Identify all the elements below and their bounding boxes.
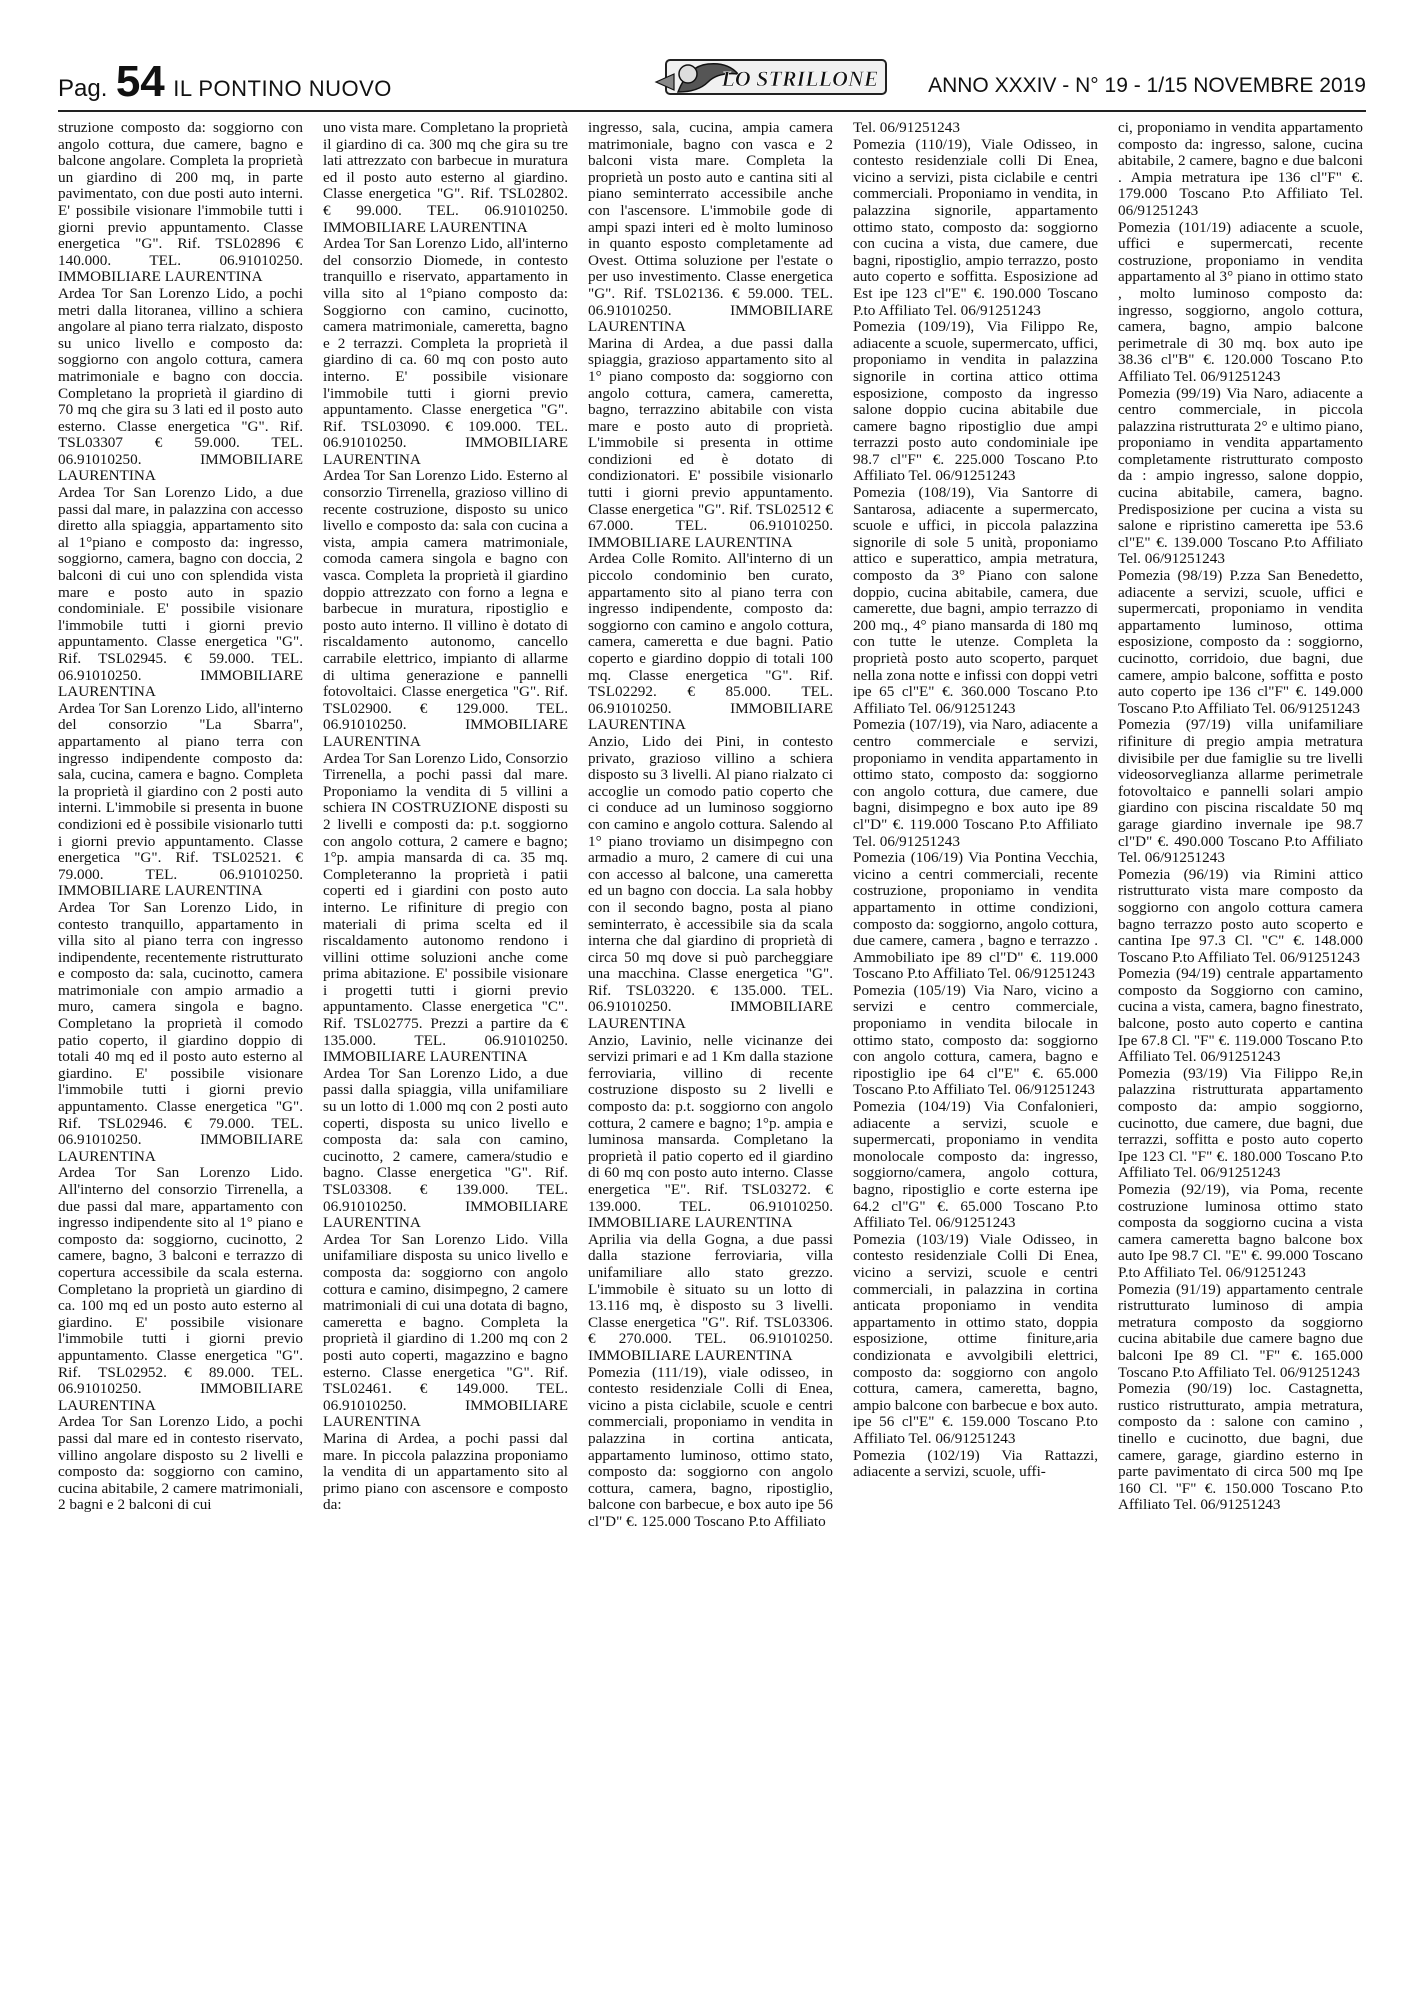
listing: Marina di Ardea, a pochi passi dal mare. In piccola palazzina proponiamo la vendita di un appartamento sito al primo piano con ascensore e composto da: (323, 1429, 568, 1514)
listing: Pomezia (91/19) appartamento centrale ristrutturato luminoso di ampia metratura composto da soggiorno cucina abitabile due camere bagno due balconi Ipe 89 Cl. "F" €. 165.000 Toscano P.to Affiliato Tel. 06/91251243 (1118, 1280, 1363, 1381)
listing: Ardea Tor San Lorenzo Lido, a due passi dal mare, in palazzina con accesso diretto alla spiaggia, appartamento sito al 1°piano e composto da: ingresso, soggiorno, camera, bagno con doccia, 2 balconi di cui uno con splendida vista mare e posto auto in spazio condominiale. E' possibile visionare l'immobile tutti i giorni previo appuntamento. Classe energetica "G". Rif. TSL02945. € 59.000. TEL. 06.91010250. IMMOBILIARE LAURENTINA (58, 484, 303, 701)
listing: Ardea Tor San Lorenzo Lido. Villa unifamiliare disposta su unico livello e composta da: soggiorno con angolo cottura e camino, disimpegno, 2 camere matrimoniali di cui una dotata di bagno, cameretta e bagno. Completa la proprietà il giardino di 1.200 mq con 2 posti auto coperti, magazzino e bagno esterno. Classe energetica "G". Rif. TSL02461. € 149.000. TEL. 06.91010250. IMMOBILIARE LAURENTINA (323, 1230, 568, 1431)
listing: Ardea Tor San Lorenzo Lido, a pochi passi dal mare ed in contesto riservato, villino angolare disposto su 2 livelli e composto da: soggiorno con camino, cucina abitabile, 2 camere matrimoniali, 2 bagni e 2 balconi di cui (58, 1413, 303, 1514)
listing: Ardea Tor San Lorenzo Lido. All'interno del consorzio Tirrenella, a due passi dal mare, appartamento con ingresso indipendente sito al 1° piano e composto da: soggiorno, cucinotto, 2 camere, bagno, 3 balconi e terrazzo di copertura accessibile da scala esterna. Completano la proprietà un giardino di ca. 100 mq ed un posto auto esterno al giardino. E' possibile visionare l'immobile tutti i giorni previo appuntamento. Classe energetica "G". Rif. TSL02952. € 89.000. TEL. 06.91010250. IMMOBILIARE LAURENTINA (58, 1164, 303, 1414)
listing: Tel. 06/91251243 (853, 120, 960, 136)
column-1 (58, 120, 303, 1980)
listing: Anzio, Lavinio, nelle vicinanze dei servizi primari e ad 1 Km dalla stazione ferroviaria, villino di recente costruzione disposto su 2 livelli e composto da: p.t. soggiorno con angolo cottura, 2 camere e bagno; 1°p. ampia e luminosa mansarda. Completano la proprietà il patio coperto ed il giardino di 60 mq con posto auto interno. Classe energetica "E". Rif. TSL03272. € 139.000. TEL. 06.91010250. IMMOBILIARE LAURENTINA (588, 1031, 833, 1232)
column-2 (323, 120, 568, 1980)
column-4 (853, 120, 1098, 1980)
listing: Pomezia (99/19) Via Naro, adiacente a centro commerciale, in piccola palazzina ristrutturata 2° e ultimo piano, proponiamo in vendita appartamento completamente ristrutturato composto da : ampio ingresso, salone doppio, cucina abitabile, camera, bagno. Predisposizione per cucina a vista su salone e ripristino cameretta ipe 53.6 cl"E" €. 139.000 Toscano P.to Affiliato Tel. 06/91251243 (1118, 384, 1363, 568)
listing: Pomezia (110/19), Viale Odisseo, in contesto residenziale colli Di Enea, vicino a servizi, pista ciclabile e centri commerciali. Proponiamo in vendita, in palazzina signorile, appartamento ottimo stato, composto da: soggiorno con cucina a vista, due camere, due bagni, ripostiglio, ampio terrazzo, posto auto coperto e soffitta. Esposizione ad Est ipe 123 cl"E" €. 190.000 Toscano P.to Affiliato Tel. 06/91251243 (853, 135, 1098, 319)
listing: Pomezia (111/19), viale odisseo, in contesto residenziale Colli di Enea, vicino a pista ciclabile, scuole e centri commerciali, proponiamo in vendita in palazzina in cortina anticata, appartamento luminoso, ottimo stato, composto da: soggiorno con angolo cottura, camera, bagno, ripostiglio, balcone con barbecue, e box auto ipe 56 cl"D" €. 125.000 Toscano P.to Affiliato (588, 1363, 833, 1530)
listing: Anzio, Lido dei Pini, in contesto privato, grazioso villino a schiera disposto su 3 livelli. Al piano rialzato ci accoglie un comodo patio coperto che ci conduce ad un luminoso soggiorno con camino e angolo cottura. Salendo al 1° piano troviamo un disimpegno con armadio a muro, 2 camere di cui una con accesso al balcone, una cameretta ed un bagno con doccia. La sala hobby con il secondo bagno, posta al piano seminterrato, è accessibile sia da scala interna che dal giardino di proprietà di circa 50 mq dove si può parcheggiare una macchina. Classe energetica "G". Rif. TSL03220. € 135.000. TEL. 06.91010250. IMMOBILIARE LAURENTINA (588, 732, 833, 1033)
listing: Aprilia via della Gogna, a due passi dalla stazione ferroviaria, villa unifamiliare allo stato grezzo. L'immobile è situato su un lotto di 13.116 mq, è disposto su 3 livelli. Classe energetica "G". Rif. TSL03306. € 270.000. TEL. 06.91010250. IMMOBILIARE LAURENTINA (588, 1230, 833, 1364)
logo-text: LO STRILLONE (721, 66, 879, 91)
column-3 (588, 120, 833, 1980)
listing: Ardea Tor San Lorenzo Lido, all'interno del consorzio "La Sbarra", appartamento al piano terra con ingresso indipendente composto da: sala, cucina, camera e bagno. Completa la proprietà il giardino con 2 posti auto interni. L'immobile si presenta in buone condizioni ed è possibile visionarlo tutti i giorni previo appuntamento. Classe energetica "G". Rif. TSL02521. € 79.000. TEL. 06.91010250. IMMOBILIARE LAURENTINA (58, 699, 303, 900)
column-5 (1118, 120, 1363, 1980)
listing: Pomezia (107/19), via Naro, adiacente a centro commerciale e servizi, proponiamo in vendita appartamento in ottimo stato, composto da: soggiorno con angolo cottura, due camere, due bagni, disimpegno e box auto ipe 89 cl"D" €. 119.000 Toscano P.to Affiliato Tel. 06/91251243 (853, 716, 1098, 850)
listing: Pomezia (105/19) Via Naro, vicino a servizi e centro commerciale, proponiamo in vendita bilocale in ottimo stato, composto da: soggiorno con angolo cottura, camera, bagno e ripostiglio ipe 64 cl"E" €. 65.000 Toscano P.to Affiliato Tel. 06/91251243 (853, 981, 1098, 1099)
listing: Pomezia (109/19), Via Filippo Re, adiacente a scuole, supermercato, uffici, proponiamo in vendita in palazzina signorile in cortina attico ottima esposizione, composto da ingresso salone doppio cucina abitabile due camere bagno ripostiglio due ampi terrazzi posto auto condominiale ipe 98.7 cl"F" €. 225.000 Toscano P.to Affiliato Tel. 06/91251243 (853, 318, 1098, 485)
listing: Pomezia (93/19) Via Filippo Re,in palazzina ristrutturata appartamento composto da: ampio soggiorno, cucinotto, due camere, due bagni, due terrazzi, soffitta e posto auto coperto Ipe 123 Cl. "F" €. 180.000 Toscano P.to Affiliato Tel. 06/91251243 (1118, 1064, 1363, 1182)
listing: Pomezia (104/19) Via Confalonieri, adiacente a servizi, scuole e supermercati, proponiamo in vendita monolocale composto da: ingresso, soggiorno/camera, angolo cottura, bagno, ripostiglio e corte esterna ipe 64.2 cl"G" €. 65.000 Toscano P.to Affiliato Tel. 06/91251243 (853, 1098, 1098, 1232)
listing: Ardea Tor San Lorenzo Lido, in contesto tranquillo, appartamento in villa sito al piano terra con ingresso indipendente, recentemente ristrutturato e composto da: sala, cucinotto, camera matrimoniale con ampio armadio a muro, camera singola e bagno. Completano la proprietà il comodo patio coperto, il giardino doppio di totali 40 mq ed il posto auto esterno al giardino. E' possibile visionare l'immobile tutti i giorni previo appuntamento. Classe energetica "G". Rif. TSL02946. € 79.000. TEL. 06.91010250. IMMOBILIARE LAURENTINA (58, 898, 303, 1165)
listing: ci, proponiamo in vendita appartamento composto da: ingresso, salone, cucina abitabile, 2 camere, bagno e due balconi . Ampia metratura ipe 136 cl"F" €. 179.000 Toscano P.to Affiliato Tel. 06/91251243 (1118, 120, 1363, 219)
listing: Marina di Ardea, a due passi dalla spiaggia, grazioso appartamento sito al 1° piano composto da: soggiorno con angolo cottura, camera, cameretta, bagno, terrazzino abitabile con vista mare e posto auto di proprietà. L'immobile si presenta in ottime condizioni ed è dotato di condizionatori. E' possibile visionarlo tutti i giorni previo appuntamento. Classe energetica "G". Rif. TSL02512 € 67.000. TEL. 06.91010250. IMMOBILIARE LAURENTINA (588, 334, 833, 551)
listing: ingresso, sala, cucina, ampia camera matrimoniale, bagno con vasca e 2 balconi vista mare. Completa la proprietà un posto auto e cantina siti al piano seminterrato accessibile anche con l'ascensore. L'immobile gode di ampi spazi interi ed è molto luminoso in quanto esposto completamente ad Ovest. Ottima soluzione per l'estate o per uso investimento. Classe energetica "G". Rif. TSL02136. € 59.000. TEL. 06.91010250. IMMOBILIARE LAURENTINA (588, 120, 833, 336)
listing: Pomezia (97/19) villa unifamiliare rifiniture di pregio ampia metratura divisibile per due famiglie su tre livelli videosorveglianza allarme perimetrale fotovoltaico e pannelli solari ampio giardino con piscina riscaldate 50 mq garage giardino invernale ipe 98.7 cl"D" €. 490.000 Toscano P.to Affiliato Tel. 06/91251243 (1118, 716, 1363, 867)
classified-columns (58, 120, 1366, 1980)
issue-info: ANNO XXXIV - N° 19 - 1/15 NOVEMBRE 2019 (928, 74, 1366, 97)
page-prefix: Pag. (58, 75, 108, 102)
listing: Pomezia (92/19), via Poma, recente costruzione luminosa ottimo stato composta da soggiorno cucina a vista camera cameretta bagno balcone box auto Ipe 98.7 Cl. "E" €. 99.000 Toscano P.to Affiliato Tel. 06/91251243 (1118, 1181, 1363, 1281)
listing: uno vista mare. Completano la proprietà il giardino di ca. 300 mq che gira su tre lati attrezzato con barbecue in muratura ed il posto auto esterno al giardino. Classe energetica "G". Rif. TSL02802. € 99.000. TEL. 06.91010250. IMMOBILIARE LAURENTINA (323, 120, 568, 236)
listing: Pomezia (102/19) Via Rattazzi, adiacente a servizi, scuole, uffi- (853, 1446, 1098, 1481)
lo-strillone-logo (648, 52, 898, 104)
header-left (58, 57, 392, 106)
listing: Ardea Tor San Lorenzo Lido, all'interno del consorzio Diomede, in contesto tranquillo e riservato, appartamento in villa sito al 1°piano composto da: Soggiorno con camino, cucinotto, camera matrimoniale, cameretta, bagno e 2 terrazzi. Completa la proprietà il giardino di ca. 60 mq con posto auto interno. E' possibile visionare l'immobile tutti i giorni previo appuntamento. Classe energetica "G". Rif. TSL03090. € 109.000. TEL. 06.91010250. IMMOBILIARE LAURENTINA (323, 235, 568, 468)
listing: Pomezia (94/19) centrale appartamento composto da Soggiorno con camino, cucina a vista, camera, bagno finestrato, balcone, posto auto coperto e cantina Ipe 67.8 Cl. "F" €. 119.000 Toscano P.to Affiliato Tel. 06/91251243 (1118, 965, 1363, 1066)
listing: Pomezia (96/19) via Rimini attico ristrutturato vista mare composto da soggiorno con angolo cottura camera bagno terrazzo posto auto scoperto e cantina Ipe 97.3 Cl. "C" €. 148.000 Toscano P.to Affiliato Tel. 06/91251243 (1118, 865, 1363, 966)
listing: Pomezia (108/19), Via Santorre di Santarosa, adiacente a supermercato, scuole e uffici, in piccola palazzina signorile di sole 5 unità, proponiamo attico e superattico, ampia metratura, composto da 3° Piano con salone doppio, cucina abitabile, camera, due camerette, due bagni, ampio terrazzo di 200 mq., 4° piano mansarda di 180 mq con tutte le utenze. Completa la proprietà posto auto scoperto, parquet nella zona notte e infissi con doppi vetri ipe 65 cl"E" €. 360.000 Toscano P.to Affiliato Tel. 06/91251243 (853, 484, 1098, 717)
listing: Pomezia (103/19) Viale Odisseo, in contesto residenziale Colli Di Enea, vicino a servizi, scuole e centri commerciali, in palazzina in cortina anticata proponiamo in vendita appartamento in ottimo stato, doppia esposizione, ottime finiture,aria condizionata e avvolgibili elettrici, composto da: soggiorno con angolo cottura, camera, cameretta, bagno, ampio balcone con barbecue e box auto. ipe 56 cl"E" €. 159.000 Toscano P.to Affiliato Tel. 06/91251243 (853, 1230, 1098, 1447)
listing: Pomezia (106/19) Via Pontina Vecchia, vicino a centri commerciali, recente costruzione, proponiamo in vendita appartamento in ottime condizioni, composto da: soggiorno, angolo cottura, due camere, camera , bagno e terrazzo . Ammobiliato ipe 89 cl"D" €. 119.000 Toscano P.to Affiliato Tel. 06/91251243 (853, 849, 1098, 983)
listing: Pomezia (90/19) loc. Castagnetta, rustico ristrutturato, ampia metratura, composto da : salone con camino , tinello e cucinotto, due bagni, due camere, garage, giardino esterno in parte pavimentato di circa 500 mq Ipe 160 Cl. "F" €. 150.000 Toscano P.to Affiliato Tel. 06/91251243 (1118, 1380, 1363, 1514)
listing: Ardea Colle Romito. All'interno di un piccolo condominio ben curato, appartamento sito al piano terra con ingresso indipendente, composto da: soggiorno con camino e angolo cottura, camera, cameretta e due bagni. Patio coperto e giardino doppio di totali 100 mq. Classe energetica "G". Rif. TSL02292. € 85.000. TEL. 06.91010250. IMMOBILIARE LAURENTINA (588, 550, 833, 734)
listing: Pomezia (101/19) adiacente a scuole, uffici e supermercati, recente costruzione, proponiamo in vendita appartamento al 3° piano in ottimo stato , molto luminoso composto da: ingresso, soggiorno, angolo cottura, camera, bagno, ampio balcone perimetrale di 30 mq. box auto ipe 38.36 cl"B" €. 120.000 Toscano P.to Affiliato Tel. 06/91251243 (1118, 218, 1363, 385)
page-number: 54 (115, 57, 165, 106)
listing: Ardea Tor San Lorenzo Lido. Esterno al consorzio Tirrenella, grazioso villino di recente costruzione, disposto su unico livello e composto da: sala con cucina a vista, ampia camera matrimoniale, comoda camera singola e bagno con vasca. Completa la proprietà il giardino doppio attrezzato con forno a legna e barbecue in muratura, ripostiglio e posto auto interno. Il villino è dotato di riscaldamento autonomo, cancello carrabile elettrico, impianto di allarme di ultima generazione e pannelli fotovoltaici. Classe energetica "G". Rif. TSL02900. € 129.000. TEL. 06.91010250. IMMOBILIARE LAURENTINA (323, 467, 568, 750)
publication-name: IL PONTINO NUOVO (173, 76, 392, 101)
listing: struzione composto da: soggiorno con angolo cottura, due camere, bagno e balcone angolare. Completa la proprietà un giardino di 200 mq, in parte pavimentato, con due posti auto interni. E' possibile visionare l'immobile tutti i giorni previo appuntamento. Classe energetica "G". Rif. TSL02896 € 140.000. TEL. 06.91010250. IMMOBILIARE LAURENTINA (58, 120, 303, 286)
listing: Ardea Tor San Lorenzo Lido, a due passi dalla spiaggia, villa unifamiliare su un lotto di 1.000 mq con 2 posti auto coperti, disposta su unico livello e composta da: sala con camino, cucinotto, 2 camere, camera/studio e bagno. Classe energetica "G". Rif. TSL03308. € 139.000. TEL. 06.91010250. IMMOBILIARE LAURENTINA (323, 1064, 568, 1232)
listing: Pomezia (98/19) P.zza San Benedetto, adiacente a servizi, scuole, uffici e supermercati, proponiamo in vendita appartamento luminoso, ottima esposizione, composto da : soggiorno, cucinotto, corridoio, due bagni, due camere, ampio balcone, soffitta e posto auto coperto ipe 136 cl"F" €. 149.000 Toscano P.to Affiliato Tel. 06/91251243 (1118, 567, 1363, 717)
listing: Ardea Tor San Lorenzo Lido, Consorzio Tirrenella, a pochi passi dal mare. Proponiamo la vendita di 5 villini a schiera IN COSTRUZIONE disposti su 2 livelli e composti da: p.t. soggiorno con angolo cottura, 2 camere e bagno; 1°p. ampia mansarda di ca. 35 mq. Completeranno la proprietà i patii coperti ed i giardini con posto auto interno. Le rifiniture di pregio con materiali di prima scelta ed il riscaldamento autonomo rendono i villini ottime soluzioni anche come prima abitazione. E' possibile visionare i progetti tutti i giorni previo appuntamento. Classe energetica "C". Rif. TSL02775. Prezzi a partire da € 135.000. TEL. 06.91010250. IMMOBILIARE LAURENTINA (323, 749, 568, 1066)
listing: Ardea Tor San Lorenzo Lido, a pochi metri dalla litoranea, villino a schiera angolare al piano terra rialzato, disposto su unico livello e composto da: soggiorno con angolo cottura, camera matrimoniale e bagno con doccia. Completano la proprietà il giardino di 70 mq che gira su 3 lati ed il posto auto esterno. Classe energetica "G". Rif. TSL03307 € 59.000. TEL. 06.91010250. IMMOBILIARE LAURENTINA (58, 284, 303, 485)
page-header (58, 52, 1366, 112)
